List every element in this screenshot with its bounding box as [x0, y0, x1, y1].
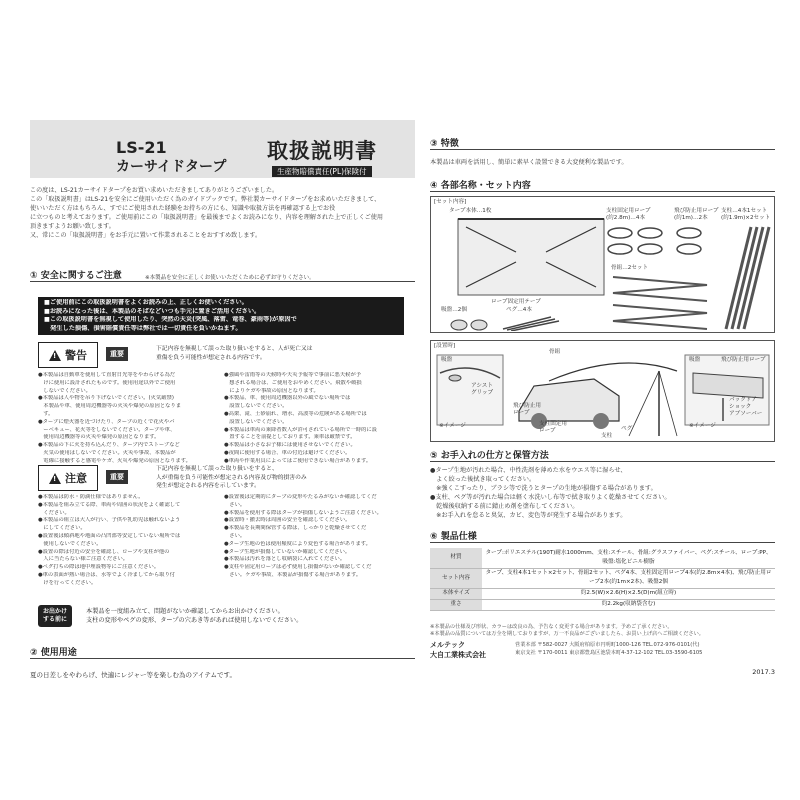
frame-illustration: [611, 273, 711, 331]
warning-line: 下記内容を無視して誤った取り扱いをすると、人が死亡又は: [156, 346, 313, 352]
fly-rope-sub-label: (約1m)…2本: [674, 215, 708, 221]
caution-item: 使用しないでください。: [38, 540, 102, 547]
issue-date: 2017.3: [752, 668, 775, 676]
inst-rope: 支柱固定用: [539, 421, 567, 427]
spec-note: ※本製品の仕様及び形状、カラーは改良の為、予告なく変更する場合があります。予めご了承ください。: [430, 624, 673, 630]
inst-fly-3: 飛び防止用ロープ: [721, 357, 766, 363]
caution-item: ●車の表面が熱い場合は、水等でよく冷ましてから取り付: [38, 571, 176, 578]
rope-illustration: [606, 225, 666, 257]
install-label: [設置時]: [434, 343, 456, 349]
spec-label: 本体サイズ: [430, 588, 482, 599]
caution-item: ●タープ生地の色は使用頻度により変色する場合があります。: [224, 540, 371, 547]
right-column: [430, 138, 775, 683]
care-line: 乾燥後収納する前に錆止め剤を塗布してください。: [430, 503, 579, 510]
warning-label-text: 警告: [65, 349, 87, 362]
table-row: [430, 588, 775, 599]
warning-columns: [38, 372, 404, 468]
outing-line: 本製品を一度組み立て、問題がないか確認してからお出かけください。: [86, 608, 284, 615]
care-line: ●支柱、ペグ等が汚れた場合は軽く水洗いし布等で拭き取りよく乾燥させてください。: [430, 494, 671, 501]
inst-image-note: ※イメージ: [439, 423, 466, 429]
inst-sucker-2: 吸盤: [689, 357, 701, 363]
caution-label: [38, 465, 98, 491]
pole-sub-label: (約1.9m)×2セット: [721, 215, 771, 221]
warning-item: ●本製品は自動車を使用して直射日光等をやわらげる為だ: [38, 372, 176, 378]
caution-item: ●本製品を使用する際はタープが損傷しないようご注意ください。: [224, 509, 382, 516]
table-row: [430, 548, 775, 568]
warning-item: ●車両や作業用具によってはご使用できない場合があります。: [224, 457, 372, 464]
care-line: ●タープ生地が汚れた場合、中性洗剤を薄めた水をウエス等に湿らせ、: [430, 467, 627, 474]
spec-note: ※本製品の品質については万全を期しておりますが、万一不良品がございましたら、お買い上げ店へご相談ください。: [430, 631, 704, 637]
care-line: ※お手入れを怠ると臭気、カビ、変色等が発生する場合があります。: [430, 512, 627, 519]
caution-text: [156, 465, 406, 491]
before-outing-box: [38, 605, 404, 627]
warning-item: 電線に接触すると感電やケガ、火災や爆発の原因となります。: [38, 457, 191, 464]
warning-triangle-icon: [49, 350, 61, 361]
sucker-illustration: [449, 315, 489, 331]
caution-item: ●支柱や固定用ロープは必ず使用し損傷がないか確認してくだ: [224, 564, 372, 571]
inst-fly: 飛び防止用: [513, 403, 541, 409]
section-spec-header: [430, 531, 775, 543]
section-note: ※本製品を安全に正しくお使いいただくために必ずお守りください。: [145, 275, 315, 281]
warning-item: ●強風や雷雨等の天候時や天災予報等で事前に悪天候が予: [224, 372, 362, 378]
tarp-label: タープ本体…1枚: [449, 208, 492, 214]
outing-label-line: お出かけ: [42, 608, 67, 615]
caution-triangle-icon: [49, 473, 61, 484]
intro-line: 頂きますようお願い致します。: [30, 223, 115, 230]
frame-label: 骨組…2セット: [611, 265, 649, 271]
notice-line: 発生した損傷、損害賠償責任等は弊社では一切責任を負いかねます。: [44, 324, 242, 332]
warning-item: 本製品や車、使用周辺機器等の火災や爆発の原因となりま: [38, 403, 182, 410]
care-text: [430, 466, 671, 520]
section-usage-header: [30, 647, 415, 659]
caution-item: にしてください。: [38, 525, 86, 532]
warning-item: 設置しないでください。: [224, 418, 288, 425]
inst-rope-2: ロープ: [539, 428, 556, 434]
caution-label-text: 注意: [65, 472, 87, 485]
caution-item: ●本製品は防水・防滴仕様ではありません。: [38, 494, 144, 500]
tarp-illustration: [456, 217, 606, 297]
safety-notice-box: [38, 297, 404, 335]
intro-line: に立つものと考えております。ご使用前にこの「取扱説明書」を最後までよくお読みになり、内容を理解された上で正しくご使用: [30, 214, 383, 221]
warning-col-2: [224, 372, 402, 466]
warning-item: によりケガや事故の原因となります。: [224, 387, 319, 394]
left-column: [30, 120, 415, 685]
caution-item: ●本製品を長期間保管する際は、しっかりと乾燥させてくだ: [224, 525, 367, 532]
caution-col-2: [224, 494, 402, 580]
manual-title: 取扱説明書: [267, 139, 377, 163]
caution-item: ●タープ生地が損傷していないか確認してください。: [224, 548, 351, 555]
warning-item: す。: [38, 410, 54, 417]
section-title: ① 安全に関するご注意: [30, 271, 122, 281]
caution-item: さい。ケガや事故、本製品が損傷する場合があります。: [224, 571, 362, 578]
tarp-tape-label: ロープ固定用テープ: [491, 299, 541, 305]
inst-back-2: ショック: [729, 404, 752, 410]
warning-row: [38, 342, 404, 368]
sucker-label: 吸盤…2個: [441, 307, 467, 313]
inst-grip-2: グリップ: [471, 390, 494, 396]
warning-item: ●本製品は人や物を吊り下げないでください。(火気厳禁): [38, 395, 174, 402]
spec-table: [430, 548, 775, 611]
spec-value: 約2.5(W)×2.6(H)×2.5(D)m(組立時): [482, 588, 775, 599]
spec-label: セット内容: [430, 568, 482, 588]
table-row: [430, 599, 775, 610]
features-text: [430, 158, 628, 167]
care-line: ※強くこすったり、ブラシ等で洗うとタープの生地が損傷する場合があります。: [430, 485, 657, 492]
inst-peg: ペグ: [621, 426, 633, 432]
caution-item: さい。: [224, 532, 246, 539]
warning-text: [156, 345, 406, 362]
pl-insurance-badge: 生産物賠償責任(PL)保険付: [272, 166, 372, 177]
warning-line: 重傷を負う可能性が想定される内容です。: [156, 354, 266, 361]
notice-line: ■ご使用前にこの取扱説明書をよくお読みの上、正しくお使いください。: [44, 299, 248, 306]
inst-sucker: 吸盤: [441, 357, 453, 363]
caution-item: ●本製品は汚れを落とし収納袋に入れてください。: [224, 556, 346, 563]
caution-row: [38, 465, 404, 491]
important-badge: 重要: [106, 347, 128, 361]
warning-item: けに使用に設計されたものです。使用用途以外でご使用: [38, 379, 176, 386]
car-install-illustration: [509, 351, 679, 439]
pole-label: 支柱…4本1セット: [721, 208, 768, 214]
fly-rope-label: 飛び防止用ロープ: [674, 208, 719, 214]
spec-label: 材質: [430, 548, 482, 568]
caution-columns: [38, 494, 404, 594]
caution-item: ●設置の際は付近の安全を確認し、ロープや支柱が他の: [38, 548, 170, 555]
table-row: [430, 568, 775, 588]
warning-item: ●夜間に使用する場合、車の付近は避けてください。: [224, 449, 351, 456]
warning-item: ●本製品の下に火を持ち込んだり、タープ内でストーブなど: [38, 442, 180, 449]
section-features-header: [430, 138, 775, 150]
usage-text: 夏の日差しをやわらげ、快適にレジャー等を楽しむ為のアイテムです。: [30, 671, 237, 679]
manual-page: [30, 120, 775, 685]
address-line: 営業本部 〒582-0027 大阪府柏原市円明町1000-126 TEL.072-976-0101(代): [515, 642, 700, 648]
intro-line: 使いいただく方はもちろん、すでにご使用された経験をお持ちの方にも、知識や取扱方法を再確認する上でお役: [30, 205, 336, 212]
inst-back-1: バックドア: [729, 397, 757, 403]
caution-item: ●設置後は定期的にタープの変形やたるみがないか確認してくだ: [224, 494, 377, 500]
caution-item: ●ペグ打ちの際は地中埋設物等にご注意ください。: [38, 564, 160, 571]
caution-item: ●本製品の組立は大人が行い、子供や乳幼児は触れないよう: [38, 517, 181, 524]
header-band: [30, 120, 415, 178]
model-number: LS-21: [116, 138, 167, 157]
set-contents-box: [430, 196, 775, 333]
outing-label-line: する前に: [42, 615, 67, 623]
warning-item: 設置しないでください。: [224, 403, 288, 410]
set-label: [セット内容]: [434, 199, 467, 205]
install-detail-left: [435, 353, 505, 428]
company-block: [430, 640, 486, 660]
caution-item: さい。: [224, 501, 246, 508]
caution-item: けを行ってください。: [38, 579, 97, 586]
care-line: よく絞った後拭き取ってください。: [430, 476, 536, 483]
before-outing-text: [86, 607, 302, 625]
warning-label: [38, 342, 98, 368]
company-address: [515, 642, 703, 657]
inst-pole: 支柱: [601, 433, 613, 439]
inst-back-3: アブソーバー: [729, 411, 763, 417]
spec-label: 重さ: [430, 599, 482, 610]
caution-line: 発生が想定される内容を示しています。: [156, 483, 260, 489]
important-badge: 重要: [106, 470, 128, 484]
pole-illustration: [721, 225, 773, 331]
warning-item: しないでください。: [38, 387, 91, 394]
warning-item: 想される場合は、ご使用をおやめください。飛散や破損: [224, 379, 362, 386]
intro-line: この度は、LS-21カーサイドタープをお買い求めいただきましてありがとうございました。: [30, 187, 279, 194]
intro-line: 又、常にこの「取扱説明書」をお手元に置いて作業されることをおすすめ致します。: [30, 232, 262, 239]
peg-label: ペグ…4本: [506, 307, 532, 313]
before-outing-label: [38, 605, 72, 627]
rope-sub-label: (約2.8m)…4本: [606, 215, 646, 221]
inst-image-note-2: ※イメージ: [689, 423, 716, 429]
warning-col-1: [38, 372, 216, 466]
section-care-header: [430, 450, 775, 462]
caution-line: 人が重傷を負う可能性が想定される内容及び物的損害のみ: [156, 474, 307, 481]
section-title: ② 使用用途: [30, 648, 77, 658]
warning-item: 火気の使用はしないでください。火災や事故、本製品が: [38, 449, 176, 456]
warning-item: ●高架、滝、土砂崩れ、増水、高波等の危険がある場所では: [224, 410, 367, 417]
warning-item: ●本製品、車、使用周辺機器以外の風でない場所では: [224, 395, 351, 402]
outing-line: 支柱の変形やペグの変形、タープの穴あき等があれば使用しないでください。: [86, 617, 303, 624]
section-parts-header: [430, 180, 775, 192]
caution-item: ●本製品を組み立てる際、車両や周囲の状況をよく確認して: [38, 501, 181, 508]
section-title: ⑤ お手入れの仕方と保管方法: [430, 451, 549, 461]
warning-item: ●タープに煙火器を近づけたり、タープの近くで花火やバ: [38, 418, 175, 425]
spec-notes: [430, 624, 704, 638]
caution-item: ください。: [38, 509, 70, 516]
inst-fly-2: ロープ: [513, 410, 530, 416]
intro-text: [30, 186, 412, 240]
intro-line: この「取扱説明書」はLS-21を安全にご使用いただく為のガイドブックです。弊社製カーサイドタープをお求めいただきまして、: [30, 196, 381, 203]
install-diagram-box: [430, 340, 775, 442]
product-name: カーサイドタープ: [116, 159, 227, 175]
notice-line: ■お読みになった後は、本製品のそばなどいつも手元に置きご活用ください。: [44, 307, 261, 315]
address-line: 東京支社 〒170-0011 東京都豊島区池袋本町4-37-12-102 TEL.03-3590-6105: [515, 649, 703, 656]
peg-illustration: [501, 315, 561, 331]
caution-item: ●設置時・撤去時は周囲の安全を確認してください。: [224, 517, 351, 524]
warning-item: ●本製品は車両の乗降者数人が許可されている場所で一時的に設: [224, 426, 377, 433]
spec-value: 約2.2kg(収納袋含む): [482, 599, 775, 610]
brand-name: メルテック: [430, 641, 465, 649]
caution-item: 人に当たらない様ご注意ください。: [38, 556, 129, 563]
spec-value: タープ、支柱4本1セット×2セット、骨組2セット、ペグ4本、支柱固定用ロープ4本(約2.8m×4本)、飛び防止用ロープ2本(約1m×2本)、吸盤2個: [482, 568, 775, 588]
notice-line: ■この取扱説明書を無視して使用したり、突然の天災(突風、落雷、竜巻、豪雨等)が原因で: [44, 316, 297, 323]
section-title: ⑥ 製品仕様: [430, 532, 477, 542]
features-line: 本製品は車両を活用し、簡単に素早く設置できる大変便利な製品です。: [430, 159, 628, 166]
company-name: 大自工業株式会社: [430, 651, 486, 659]
caution-item: ●設置後は傾斜地や地面の凸凹部等安定していない場所では: [38, 532, 181, 539]
warning-item: ●本製品は小さなお子様には使用させないでください。: [224, 442, 356, 449]
spec-value: タープ:ポリエステル(190T)耐水1000mm、支柱:スチール、骨組:グラスファイバー、ペグ:スチール、ロープ:PP、吸盤:塩化ビニル樹脂: [482, 548, 775, 568]
warning-item: ーベキュー、花火等をしないでください。タープや車、: [38, 426, 176, 433]
caution-col-1: [38, 494, 216, 588]
fly-rope-illustration: [674, 225, 704, 257]
warning-item: 置することを前提としております。乗車は厳禁です。: [224, 434, 356, 441]
rope-label: 支柱固定用ロープ: [606, 208, 651, 214]
section-title: ④ 各部名称・セット内容: [430, 181, 531, 191]
warning-item: 使用周辺機器等の火災や爆発の原因となります。: [38, 434, 160, 441]
section-safety-header: [30, 270, 415, 282]
inst-frame: 骨組: [549, 349, 561, 355]
section-title: ③ 特徴: [430, 139, 459, 149]
inst-grip: アシスト: [471, 383, 493, 389]
caution-line: 下記内容を無視して誤った取り扱いをすると、: [156, 466, 278, 472]
